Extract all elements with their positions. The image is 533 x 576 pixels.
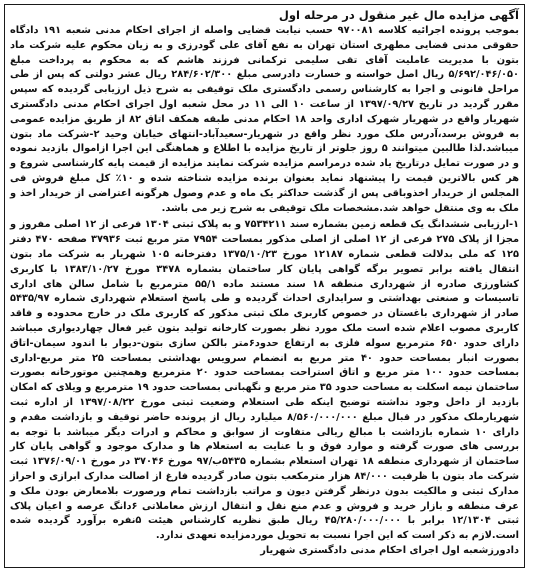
auction-notice [4,4,525,568]
notice-signature: دادورزشعبه اول اجرای احکام مدنی دادگستری شهریار [260,544,519,556]
notice-title: آگهی مزایده مال غیر منقول در مرحله اول [278,8,519,22]
property-description-paragraph: ۱-ارزیابی ششدانگ یک قطعه زمین بشماره سند ۷۵۳۴۲۱۱ و به پلاک ثبتی ۱۳۰۴ فرعی از ۱۲ اصلی مفروز و مجزا از پلاک ۲۷۵ فرعی از ۱۲ اصلی از اصلی مذکور بمساحت ۷۹۵۴ متر مربع ثبت ۳۷۹۳۶ صفحه ۴۷۰ دفتر ۱۲۵ که ملی بدلالت قطعی شماره ۱۲۱۸۷ مورخ ۱۳۷۵/۱۰/۲۳ دفترخانه ۱۰۵ شهریار به شرکت ماد بتون انتقال یافته برابر تصویر برگه گواهی پایان کار ساختمان بشماره ۳۴۷۸ مورخ ۱۳۸۳/۱۰/۲۷ با کاربری کشاورزی صادره از شهرداری منطقه ۱۸ سند مستند ماده ۵۵/۱ مترمربع با شامل سالن های اداری تاسیسات و صنعتی بهداشتی و سرایداری احداث گردیده و طی پاسخ استعلام شهرداری شماره ۵۴۳۵/۹۷ صادر از شهرداری باغستان در خصوص کاربری ملک ثبتی مذکور که کاربری ملک در خارج محدوده و فاقد کاربری مصوب اعلام شده است ملک مورد نظر بصورت کارخانه تولید بتون غیر فعال چهاردیواری میباشد دارای حدود ۶۵۰ مترمربع سوله فلزی به ارتفاع حدود۶متر بالکن سازی بتون-دیوار با اندود سیمان-اتاق بصورت انبار بمساحت حدود ۴۰ متر مربع به انضمام سرویس بهداشتی بمساحت ۲۵ متر مربع-اداری بمساحت حدود ۱۰۰ متر مربع و اتاق استراحت بمساحت حدود ۲۰ مترمربع وهمچنین موتورخانه بصورت ساختمان نیمه اسکلت به مساحت حدود ۳۵ متر مربع و نگهبانی بمساحت حدود ۱۹ مترمربع و ویلای که امکان بازدید از داخل وجود نداشته توضیح اینکه طی استعلام وضعیت ثبتی مورخ ۱۳۹۷/۰۸/۲۲ از اداره ثبت شهریارملک مذکور در قبال مبلغ ۸/۵۶۰/۰۰۰/۰۰۰ میلیارد ریال از پرونده حاضر توقیف و بازداشت مقدم و دارای ۱۰ شماره بازداشت با مبالغ ریالی متفاوت از سوابق و محاکم و ادرات دیگر میباشد با توجه به بررسی های صورت گرفته و موارد فوق و با عنایت به استعلام ها و مدارک موجود و گواهی پایان کار ساختمان از شهرداری منطقه ۱۸ تهران استعلام بشماره ۵۴۳۵ب/۹۷ مورخ ۳۷۰۴۶ در مورخ ۱۳۷۶/۰۹/۰۱ ثبت شرکت ماد بتون با ظرفیت ۸۴/۰۰۰ هزار مترمکعب بتون صادر گردیده فارغ از اصالت مدارک ابرازی و احراز مدارک ثبتی و مالکیت بدون درنظر گرفتن دیون و مراتب بازداشت تمام ورصورت بلامعارض بودن ملک و عرف منطقه و بازار خرید و فروش و عدم منع نقل و انتقال ارزش معاملاتی ۶دانگ عرصه و اعیان پلاک ثبتی ۱۲/۱۳۰۴ برابر با ۴۵/۲۸۰/۰۰۰/۰۰۰ ریال طبق نظریه کارشناس هیئت ۵نفره برآورد گردیده شده است.لازم به ذکر است که این اجرا نسبت به تحویل موردمزایده تعهدی ندارد. [10,219,520,542]
notice-intro-paragraph: بموجب پرونده اجرائیه کلاسه ۹۷۰۰۸۱ حسب نیابت قضایی واصله از اجرای احکام مدنی شعبه ۱۹۱ دادگاه حقوقی مدنی قضایی مطهری استان تهران به نفع آقای علی گودرزی و به زیان محکوم علیه شرکت ماد بتون با مدیریت عاملیت آقای تقی سلیمی ترکمانی فرزند هاشم که به محکوم به پرداخت مبلغ ۵/۶۹۲/۰۴۶/۰۵۰ ریال اصل خواسته و خسارت دادرسی مبلغ ۲۸۴/۶۰۲/۳۰۰ ریال عشر دولتی که پس از طی مراحل قانونی و اجرا به کارشناس رسمی دادگستری ملک توقیفی به شرح ذیل ارزیابی گردیده که سپس مقرر گردید در تاریخ ۱۳۹۷/۰۹/۲۷ از ساعت ۱۰ الی ۱۱ در محل شعبه اول اجرای احکام مدنی دادگستری شهریار واقع در شهریار شهرک اداری واحد ۱۸ احکام مدنی طبقه همکف اتاق ۸۲ از طریق مزایده عمومی به فروش برسد،آدرس ملک مورد نظر واقع در شهریار-سعیدآباد-انتهای خیابان وحید ۲-شرکت ماد بتون میباشد.لذا طالبین میتوانند ۵ روز جلوتر از تاریخ مزایده با اطلاع و هماهنگی این اجرا ازاموال بازدید نموده و در صورت تمایل درتاریخ یاد شده درمراسم مزایده شرکت نمایند مزایده از قیمت پایه کارشناسی شروع و هر کس بالاترین قیمت را پیشنهاد نماید بعنوان برنده مزایده شناخته شده و ۱۰٪ کل مبلغ فروش فی المجلس از خریدار اخذوباقی پس از گذشت حداکثر یک ماه و عدم وصول هرگونه اعتراضی از خریدار اخذ و ملک به وی منتقل خواهد شد.مشخصات ملک توقیفی به شرح زیر می باشد. [10,25,520,214]
